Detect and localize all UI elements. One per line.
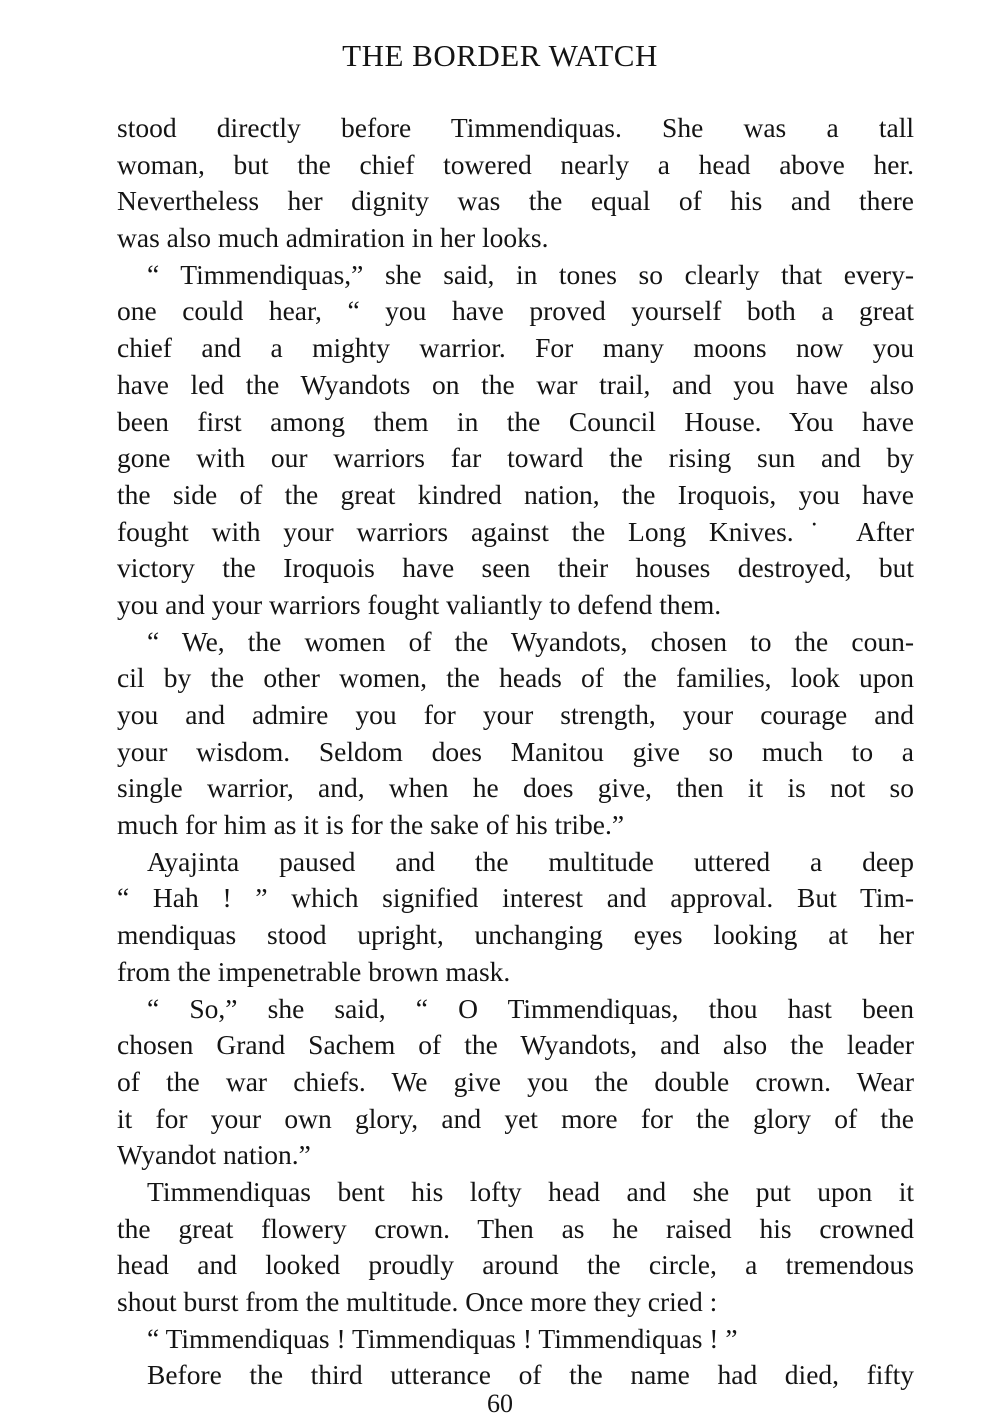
- page-number: 60: [487, 1389, 513, 1418]
- text-line: mendiquas stood upright, unchanging eyes looking at her: [117, 919, 914, 951]
- text-line: you and admire you for your strength, your courage and: [117, 699, 914, 730]
- text-line: shout burst from the multitude. Once more they cried :: [117, 1286, 718, 1317]
- text-line: the great flowery crown. Then as he raised his crowned: [117, 1212, 914, 1244]
- body-text: [117, 110, 914, 1394]
- text-line: your wisdom. Seldom does Manitou give so much to a: [117, 735, 914, 767]
- text-line: Nevertheless her dignity was the equal of his and there: [117, 185, 914, 217]
- text-line: victory the Iroquois have seen their houses destroyed, but: [117, 552, 914, 584]
- paragraph: [117, 991, 914, 1174]
- text-line: it for your own glory, and yet more for the glory of the: [117, 1102, 914, 1134]
- running-head: THE BORDER WATCH: [342, 38, 658, 73]
- text-line: gone with our warriors far toward the rising sun and by: [117, 442, 914, 474]
- text-line: “ Timmendiquas ! Timmendiquas ! Timmendiquas ! ”: [147, 1322, 738, 1354]
- text-line: from the impenetrable brown mask.: [117, 955, 511, 987]
- text-line: woman, but the chief towered nearly a head above her.: [117, 148, 914, 180]
- paragraph: [117, 844, 914, 991]
- text-line: of the war chiefs. We give you the double crown. Wear: [117, 1065, 914, 1097]
- text-line: single warrior, and, when he does give, then it is not so: [117, 772, 914, 804]
- paragraph: [117, 624, 914, 844]
- text-line: one could hear, “ you have proved yourself both a great: [117, 295, 914, 327]
- text-line: the side of the great kindred nation, the Iroquois, you have: [117, 478, 914, 510]
- text-line: “ We, the women of the Wyandots, chosen to the coun-: [147, 625, 914, 657]
- text-line: “ So,” she said, “ O Timmendiquas, thou hast been: [147, 992, 914, 1024]
- paragraph: [117, 1174, 914, 1321]
- text-line: you and your warriors fought valiantly to defend them.: [117, 588, 722, 620]
- text-line: cil by the other women, the heads of the families, look upon: [117, 662, 914, 694]
- text-line: “ Hah ! ” which signified interest and approval. But Tim-: [117, 882, 914, 914]
- text-line: stood directly before Timmendiquas. She was a tall: [117, 112, 914, 143]
- text-line: been first among them in the Council House. You have: [117, 405, 914, 437]
- text-line: have led the Wyandots on the war trail, and you have also: [117, 368, 914, 400]
- text-line: was also much admiration in her looks.: [117, 222, 549, 254]
- text-line: “ Timmendiquas,” she said, in tones so clearly that every-: [147, 258, 914, 290]
- text-line: Before the third utterance of the name had died, fifty: [147, 1359, 914, 1391]
- paragraph: [117, 257, 914, 624]
- paragraph: [117, 110, 914, 257]
- text-line: head and looked proudly around the circle, a tremendous: [117, 1249, 914, 1281]
- text-line: chief and a mighty warrior. For many moons now you: [117, 332, 914, 364]
- paragraph: [117, 1321, 914, 1358]
- text-line: fought with your warriors against the Long Knives.˙ After: [117, 515, 914, 547]
- text-line: Wyandot nation.”: [117, 1139, 311, 1171]
- text-line: Timmendiquas bent his lofty head and she put upon it: [147, 1175, 914, 1207]
- text-line: much for him as it is for the sake of his tribe.”: [117, 809, 625, 841]
- text-line: Ayajinta paused and the multitude uttered a deep: [147, 845, 914, 877]
- text-line: chosen Grand Sachem of the Wyandots, and also the leader: [117, 1029, 914, 1061]
